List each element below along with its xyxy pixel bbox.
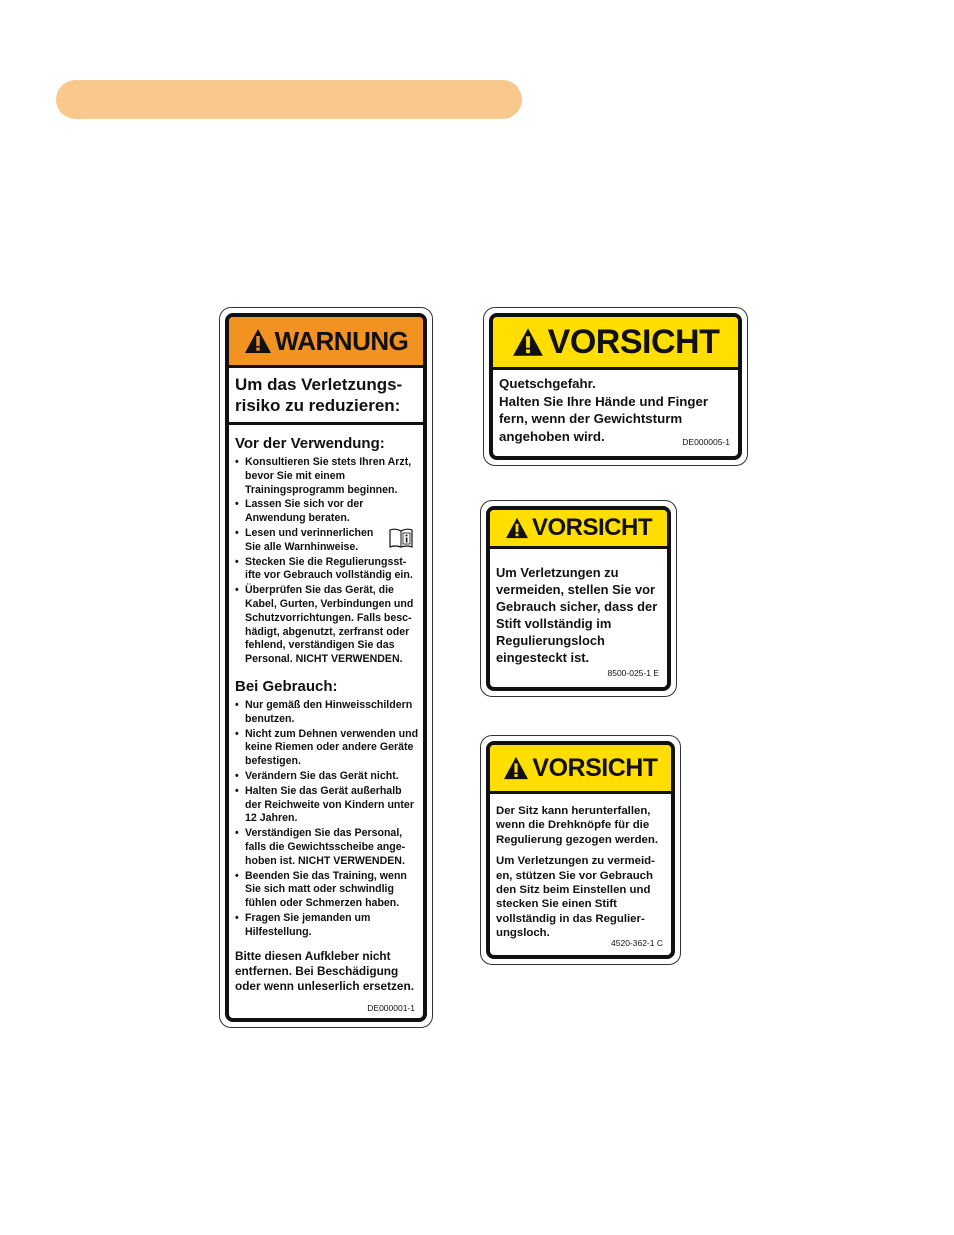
- caution-label-seat: [480, 735, 681, 965]
- caution-body: [493, 370, 738, 456]
- label-code: DE000005-1: [682, 436, 730, 447]
- warning-label-frame: [225, 313, 427, 1022]
- list-item: • Verständigen Sie das Personal, falls die Gewichtsscheibe ange-hoben ist. NICHT VERWENDEN.: [235, 827, 420, 868]
- during-use-list: [235, 699, 420, 940]
- list-item: • Lassen Sie sich vor der Anwendung beraten.: [235, 498, 420, 526]
- list-item: • Fragen Sie jemanden um Hilfestellung.: [235, 912, 420, 940]
- list-item: • Halten Sie das Gerät außerhalb der Reichweite von Kindern unter 12 Jahren.: [235, 785, 420, 826]
- during-use-section: [229, 668, 423, 941]
- caution-label-frame: [486, 506, 671, 691]
- list-item: • Beenden Sie das Training, wenn Sie sich matt oder schwindlig fühlen oder Schmerzen haben.: [235, 870, 420, 911]
- list-item: • Nicht zum Dehnen verwenden und keine Riemen oder andere Geräte befestigen.: [235, 728, 420, 769]
- warning-triangle-icon: [505, 517, 529, 539]
- caution-title: VORSICHT: [532, 753, 658, 782]
- label-code: 4520-362-1 C: [611, 937, 663, 948]
- caution-paragraph: Der Sitz kann herunterfallen, wenn die Drehknöpfe für die Regulierung gezogen werden.: [496, 805, 659, 846]
- before-use-list: [235, 456, 420, 667]
- caution-body: [490, 794, 671, 955]
- caution-label-frame: [489, 313, 742, 460]
- caution-header: [493, 317, 738, 370]
- caution-header: [490, 745, 671, 794]
- label-code: 8500-025-1 E: [607, 668, 659, 678]
- caution-text-line: angehoben wird.: [499, 428, 605, 444]
- list-item-text: Lesen und verinnerlichen Sie alle Warnhinweise.: [245, 526, 374, 553]
- warning-triangle-icon: [244, 328, 272, 354]
- caution-label-pinch: [483, 307, 748, 466]
- manual-book-icon: [389, 528, 413, 548]
- list-item: • Überprüfen Sie das Gerät, die Kabel, Gurten, Verbindungen und Schutzvorrichtungen. Falls besc-hädigt, abgenutzt, zerfranst oder fehlend, verständigen Sie das Personal. NICHT VERWENDEN.: [235, 584, 420, 667]
- warning-label: [219, 307, 433, 1028]
- list-item-with-book: [235, 527, 420, 555]
- list-item: • Stecken Sie die Regulierungsst-ifte vor Gebrauch vollständig ein.: [235, 556, 420, 584]
- caution-text-line: Halten Sie Ihre Hände und Finger: [499, 393, 709, 409]
- list-item: • Konsultieren Sie stets Ihren Arzt, bevor Sie mit einem Trainingsprogramm beginnen.: [235, 456, 420, 497]
- label-code: DE000001-1: [367, 1003, 415, 1013]
- during-use-heading: Bei Gebrauch:: [235, 677, 338, 695]
- section-banner: [56, 80, 522, 119]
- before-use-section: [229, 425, 423, 668]
- caution-text-line: fern, wenn der Gewichtsturm: [499, 411, 683, 426]
- caution-label-frame: [486, 741, 675, 959]
- caution-text: Um Verletzungen zu vermeiden, stellen Sie vor Gebrauch sicher, dass der Stift vollständig im Regulierungsloch eingesteckt ist.: [496, 565, 658, 665]
- warning-header: [229, 317, 423, 368]
- caution-text-line: Quetschgefahr.: [499, 376, 596, 391]
- caution-label-pin: [480, 500, 677, 697]
- list-item: • Verändern Sie das Gerät nicht.: [235, 770, 420, 784]
- warning-subtitle-line: risiko zu reduzieren:: [235, 396, 401, 415]
- before-use-heading: Vor der Verwendung:: [235, 435, 385, 452]
- warning-subtitle-line: Um das Verletzungs-: [235, 375, 403, 394]
- warning-title: WARNUNG: [274, 325, 409, 356]
- warning-subtitle: [229, 368, 423, 425]
- list-item: • Nur gemäß den Hinweisschildern benutzen.: [235, 699, 420, 727]
- caution-paragraph: Um Verletzungen zu vermeid-en, stützen Sie vor Gebrauch den Sitz beim Einstellen und stecken Sie einen Stift vollständig in das Regulier-ungsloch.: [496, 855, 655, 940]
- caution-header: [490, 510, 667, 549]
- caution-title: VORSICHT: [531, 514, 652, 541]
- caution-title: VORSICHT: [547, 322, 720, 361]
- caution-body: [490, 549, 667, 687]
- warning-triangle-icon: [503, 756, 529, 780]
- warning-closing-text: Bitte diesen Aufkleber nicht entfernen. Bei Beschädigung oder wenn unleserlich ersetzen.: [235, 948, 414, 993]
- warning-triangle-icon: [512, 327, 544, 357]
